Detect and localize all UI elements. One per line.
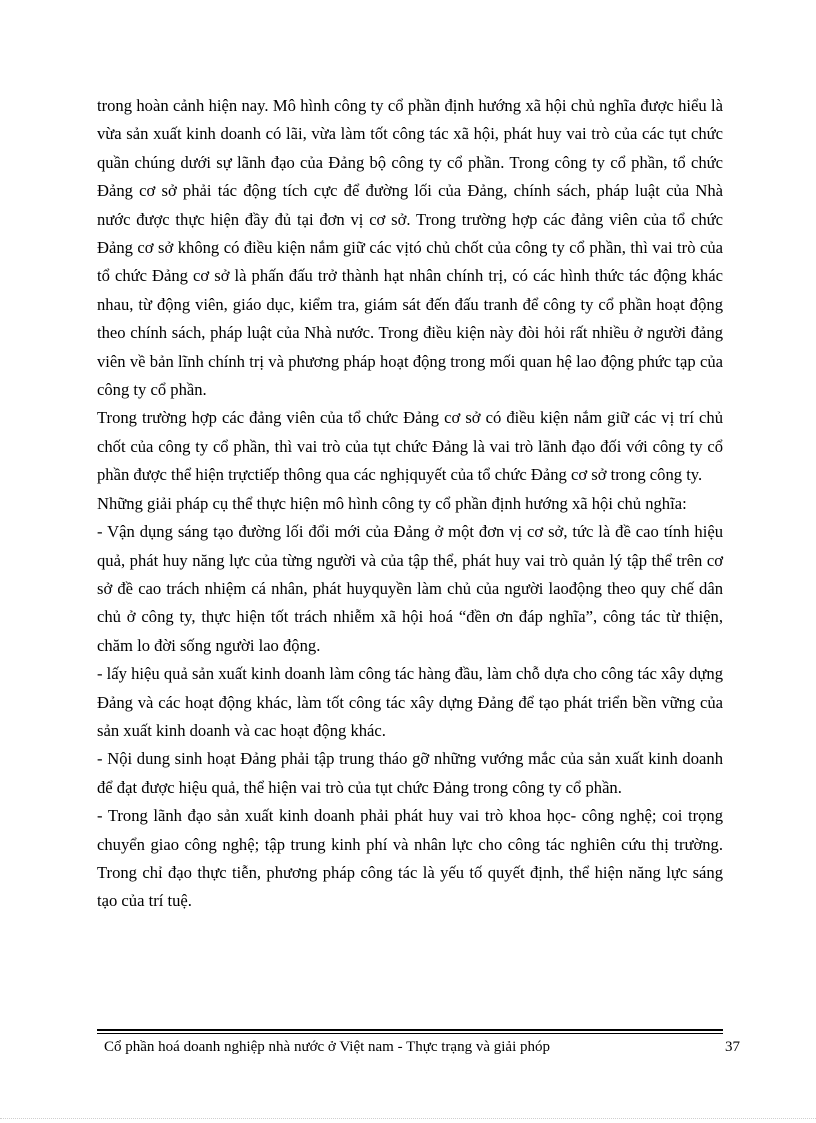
bullet-paragraph-1: - Vận dụng sáng tạo đường lối đổi mới của Đảng ở một đơn vị cơ sở, tức là đề cao tính hiệu quả, phát huy năng lực của từng người và của tập thể, phát huy vai trò quản lý tập thể trên cơ sở đề cao trách nhiệm cá nhân, phát huyquyền làm chủ của người laođộng theo quy chế dân chủ ở công ty, thực hiện tốt trách nhiễm xã hội hoá “đền ơn đáp nghĩa”, công tác từ thiện, chăm lo đời sống người lao động.: [97, 522, 723, 655]
footer-rule-thin: [97, 1033, 723, 1034]
body-text: [97, 92, 723, 916]
paragraph-1: trong hoàn cảnh hiện nay. Mô hình công ty cổ phần định hướng xã hội chủ nghĩa được hiểu là vừa sản xuất kinh doanh có lãi, vừa làm tốt công tác xã hội, phát huy vai trò của các tụt chức quần chúng dưới sự lãnh đạo của Đảng bộ công ty cổ phần. Trong công ty cổ phần, tổ chức Đảng cơ sở phải tác động tích cực để đường lối của Đảng, chính sách, pháp luật của Nhà nước được thực hiện đầy đủ tại đơn vị cơ sở. Trong trường hợp các đảng viên của tổ chức Đảng cơ sở không có điều kiện nắm giữ các vịtó chủ chốt của công ty cổ phần, thì vai trò của tổ chức Đảng cơ sở là phấn đấu trở thành hạt nhân chính trị, có các hình thức tác động khác nhau, từ động viên, giáo dục, kiểm tra, giám sát đến đấu tranh để công ty cổ phần hoạt động theo chính sách, pháp luật của Nhà nước. Trong điều kiện này đòi hỏi rất nhiều ở người đảng viên về bản lĩnh chính trị và phương pháp hoạt động trong mối quan hệ lao động phức tạp của công ty cổ phần.: [97, 96, 723, 400]
bullet-paragraph-4: - Trong lãnh đạo sản xuất kinh doanh phải phát huy vai trò khoa học- công nghệ; coi trọng chuyển giao công nghệ; tập trung kinh phí và nhân lực cho công tác nghiên cứu thị trường. Trong chỉ đạo thực tiễn, phương pháp công tác là yếu tố quyết định, thể hiện năng lực sáng tạo của trí tuệ.: [97, 806, 723, 911]
page-number: 37: [725, 1039, 740, 1055]
bullet-paragraph-2: - lấy hiệu quả sản xuất kinh doanh làm công tác hàng đầu, làm chỗ dựa cho công tác xây dựng Đảng và các hoạt động khác, làm tốt công tác xây dựng Đảng để tạo phát triển bền vững của sản xuất kinh doanh và cac hoạt động khác.: [97, 664, 723, 740]
page-bottom-edge: [0, 1118, 816, 1119]
footer-rule-thick: [97, 1029, 723, 1031]
footer-title: Cổ phần hoá doanh nghiệp nhà nước ở Việt nam - Thực trạng và giải phóp: [104, 1039, 550, 1055]
paragraph-2: Trong trường hợp các đảng viên của tổ chức Đảng cơ sở có điều kiện nắm giữ các vị trí chủ chốt của công ty cổ phần, thì vai trò của tụt chức Đảng là vai trò lãnh đạo đối với công ty cổ phần được thể hiện trựctiếp thông qua các nghịquyết của tổ chức Đảng cơ sở trong công ty.: [97, 408, 723, 485]
page-footer: [104, 1036, 740, 1058]
paragraph-3: Những giải pháp cụ thể thực hiện mô hình công ty cổ phần định hướng xã hội chủ nghĩa:: [97, 493, 687, 513]
bullet-paragraph-3: - Nội dung sinh hoạt Đảng phải tập trung tháo gỡ những vướng mắc của sản xuất kinh doanh để đạt được hiệu quả, thể hiện vai trò của tụt chức Đảng trong công ty cổ phần.: [97, 749, 723, 797]
